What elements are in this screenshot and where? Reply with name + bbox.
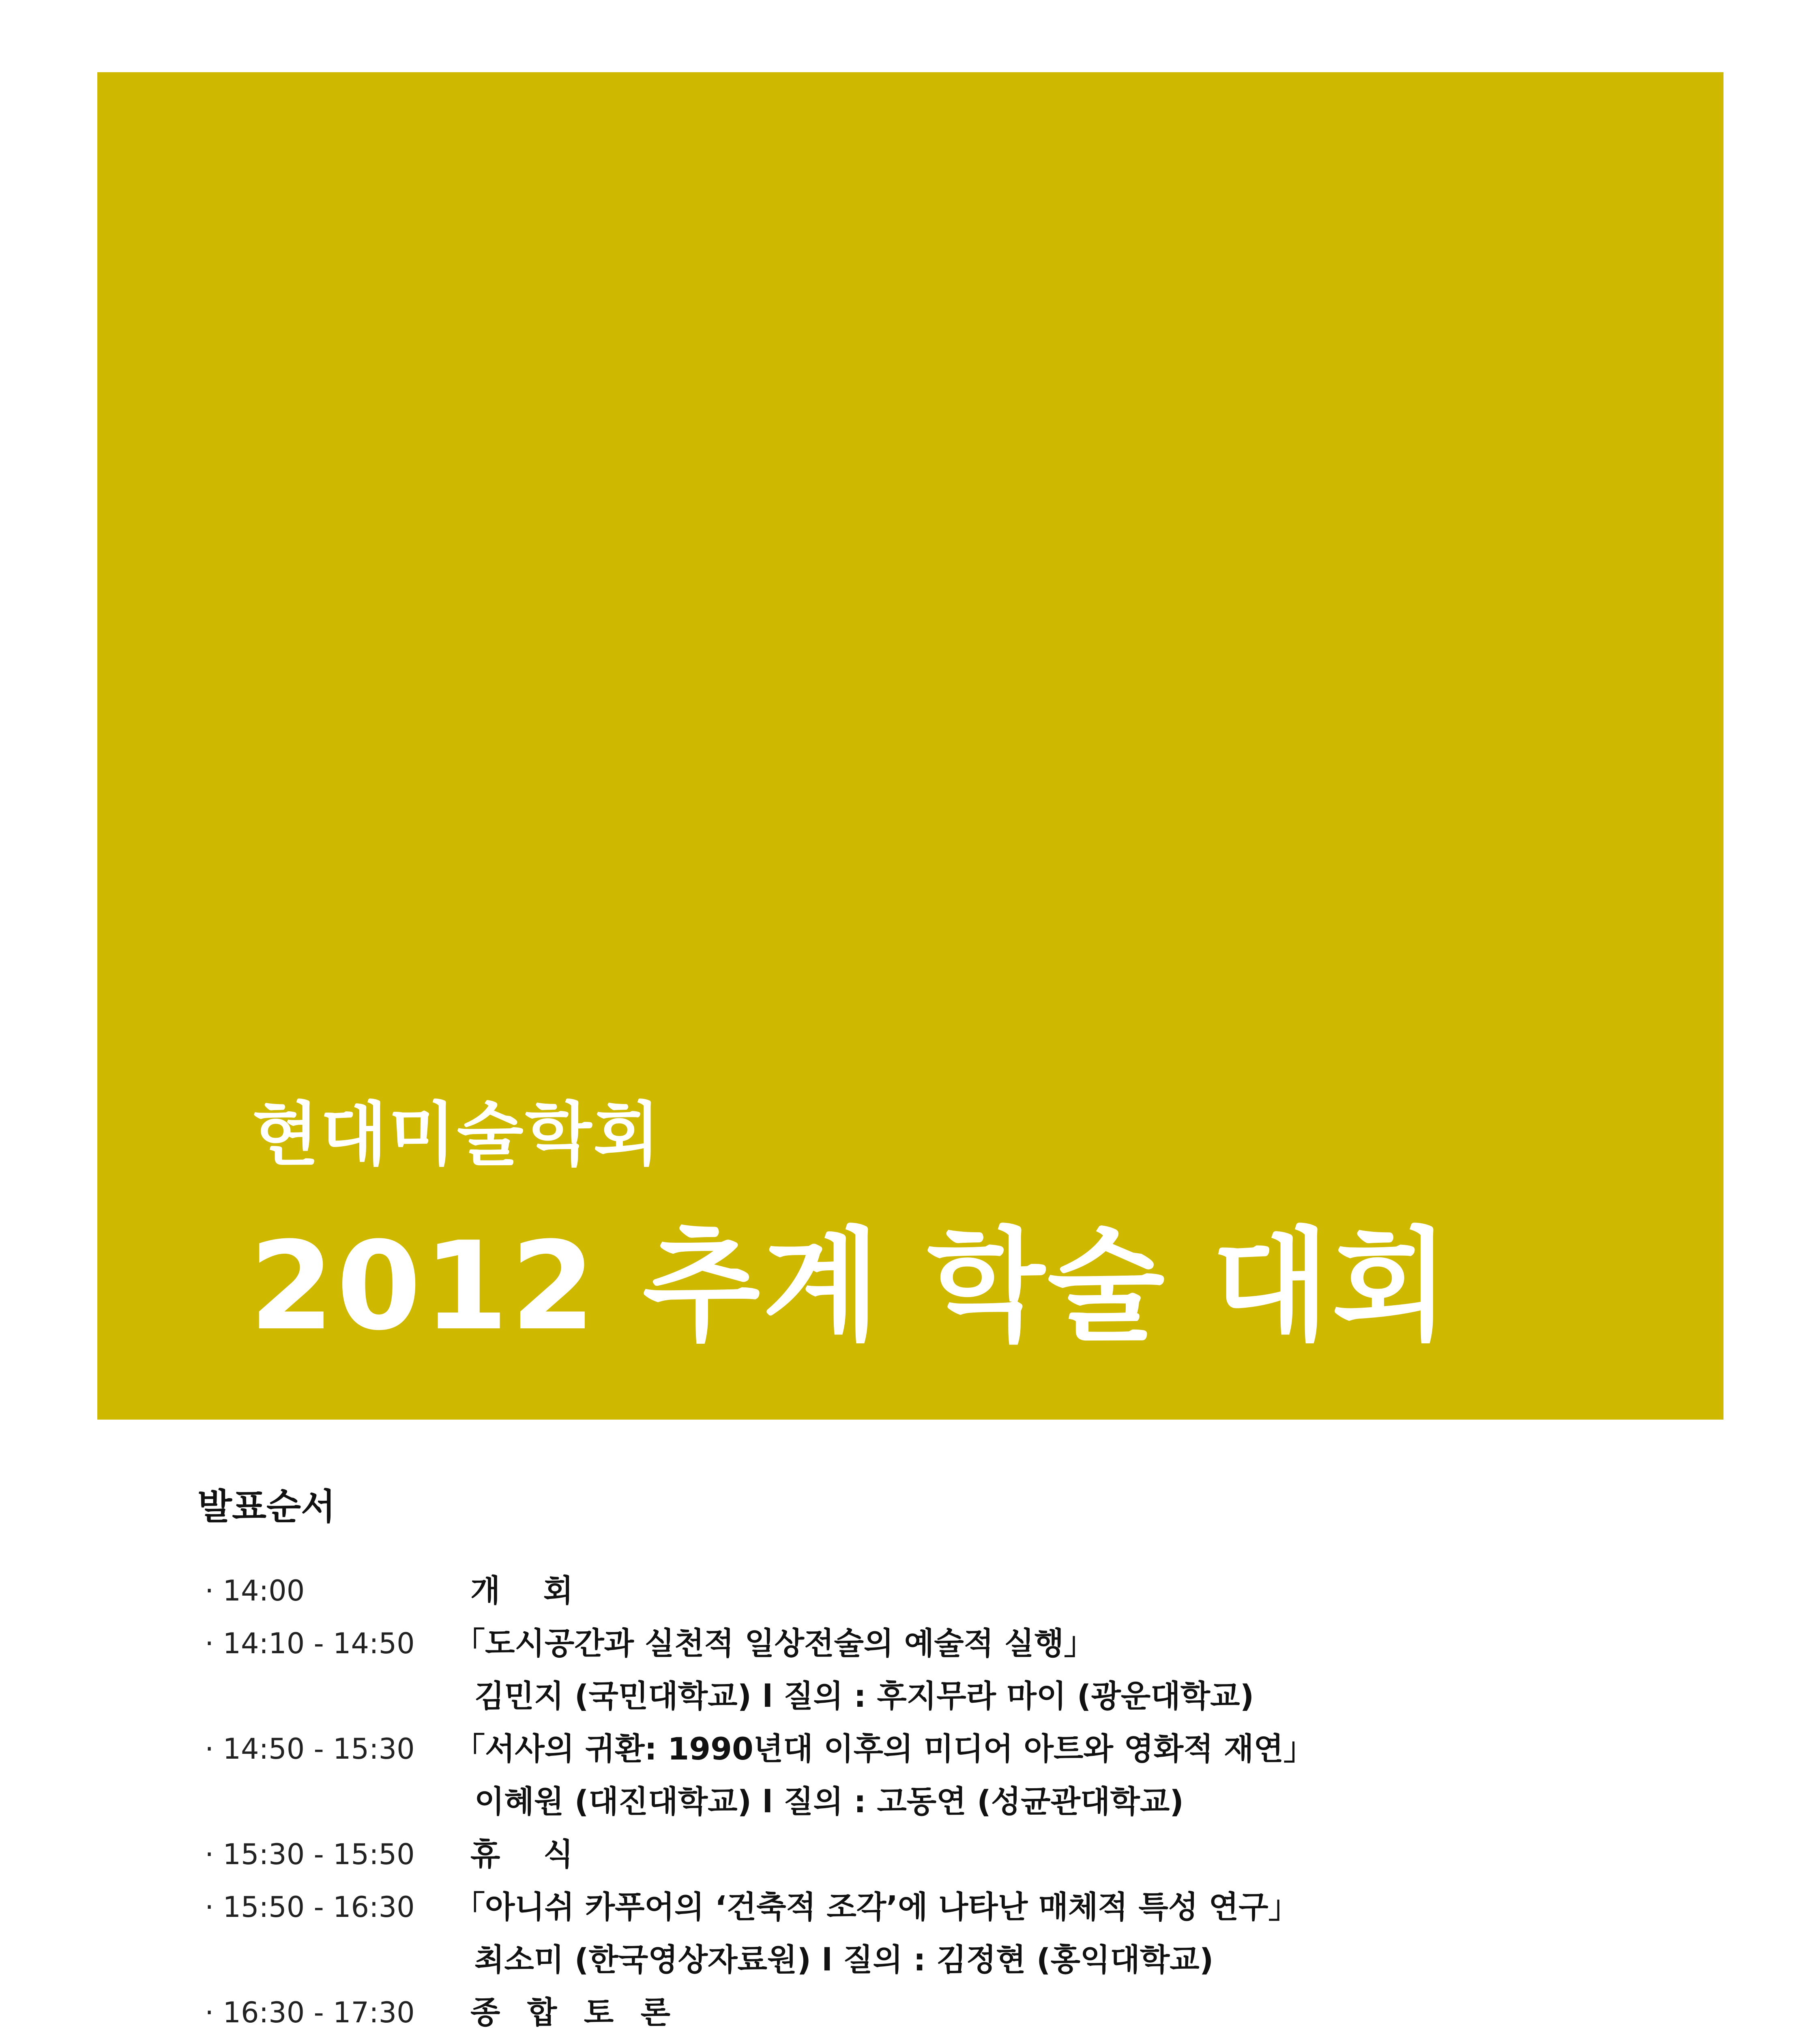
program-row [0, 1725, 1820, 1773]
program-heading: 발표순서 [197, 1486, 336, 1527]
program-speakers: 최소미 (한국영상자료원) l 질의 : 김정현 (홍익대학교) [474, 1942, 1214, 1978]
program-time: · 14:00 [205, 1574, 305, 1607]
program-time: · 15:50 - 16:30 [205, 1891, 415, 1924]
program-row [0, 1830, 1820, 1879]
program-speakers: 이혜원 (대진대학교) l 질의 : 고동연 (성균관대학교) [474, 1783, 1184, 1820]
program-item: 「아니쉬 카푸어의 ‘건축적 조각’에 나타난 매체적 특성 연구」 [454, 1889, 1299, 1925]
organization-name: 현대미술학회 [252, 1095, 662, 1175]
program-row [0, 1988, 1820, 2028]
program-time: · 14:50 - 15:30 [205, 1732, 415, 1766]
program-speakers: 김민지 (국민대학교) l 질의 : 후지무라 마이 (광운대학교) [474, 1678, 1254, 1714]
program-row [0, 1936, 1820, 1984]
event-title: 2012 추계 학술 대회 [249, 1216, 1452, 1357]
program-row [0, 1777, 1820, 1826]
program-row [0, 1883, 1820, 1931]
program-row [0, 1619, 1820, 1668]
program-time: · 14:10 - 14:50 [205, 1627, 415, 1660]
program-item: 「도시공간과 실천적 일상전술의 예술적 실행」 [454, 1625, 1095, 1661]
program-row [0, 1566, 1820, 1615]
program-row [0, 1672, 1820, 1721]
program-item: 개 회 [470, 1573, 590, 1609]
program-item: 「서사의 귀환: 1990년대 이후의 미디어 아트와 영화적 재연」 [454, 1731, 1314, 1767]
program-time: · 15:30 - 15:50 [205, 1838, 415, 1871]
program-item: 휴 식 [470, 1836, 590, 1872]
program-item: 종 합 토 론 [470, 1994, 679, 2028]
program-time: · 16:30 - 17:30 [205, 1996, 415, 2028]
